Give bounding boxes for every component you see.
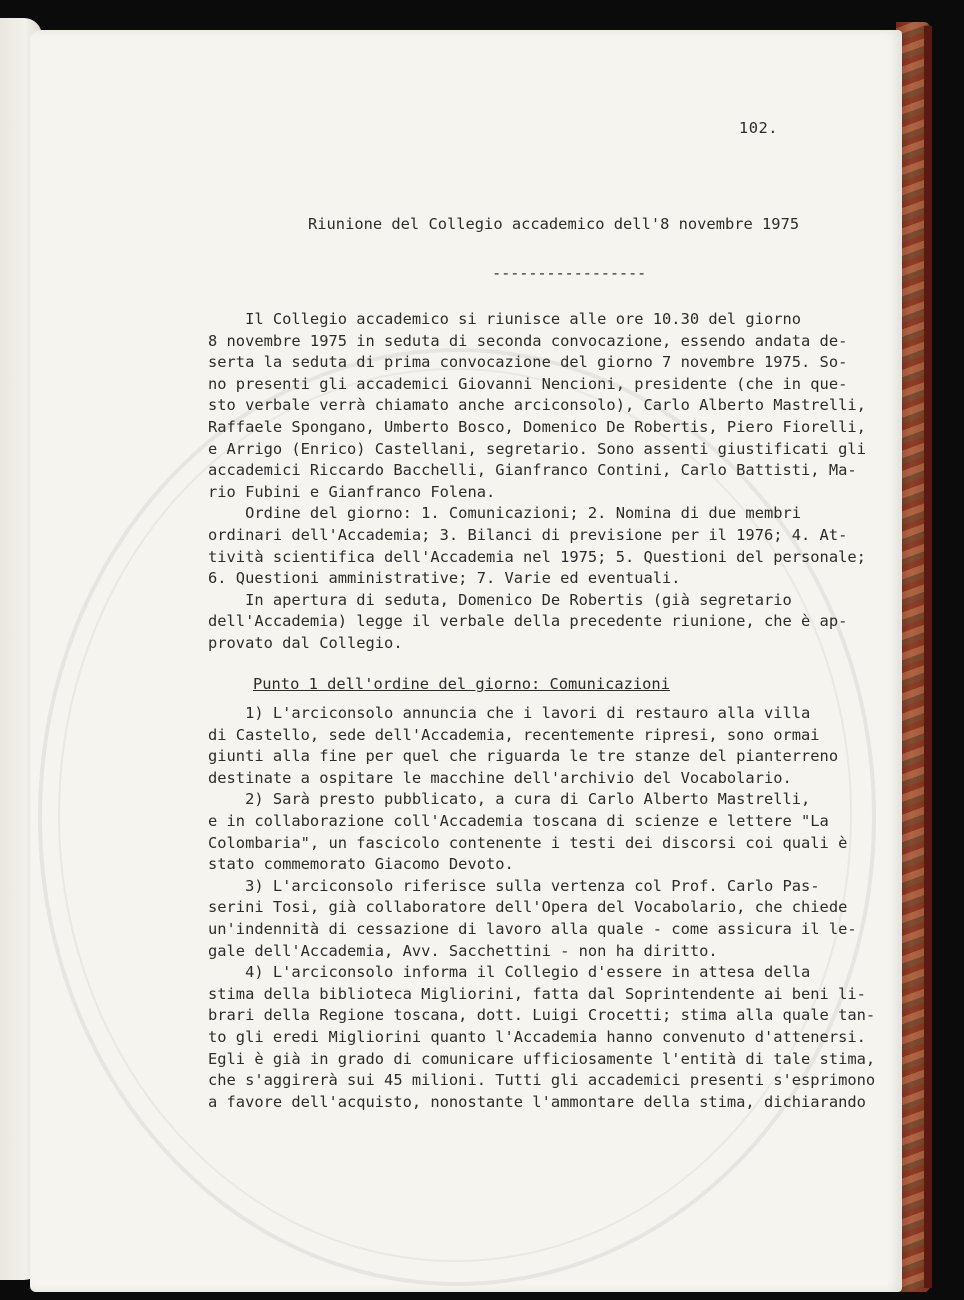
- text-line: e in collaborazione coll'Accademia toscana di scienze e lettere "La: [208, 811, 829, 830]
- text-line: Raffaele Spongano, Umberto Bosco, Domenico De Robertis, Piero Fiorelli,: [208, 417, 866, 436]
- text-line: In apertura di seduta, Domenico De Robertis (già segretario: [208, 590, 792, 609]
- text-line: serini Tosi, già collaboratore dell'Opera del Vocabolario, che chiede: [208, 898, 848, 917]
- text-line: sto verbale verrà chiamato anche arciconsolo), Carlo Alberto Mastrelli,: [208, 396, 866, 415]
- cover-spine: [924, 26, 932, 1288]
- text-line: dell'Accademia) legge il verbale della precedente riunione, che è ap-: [208, 612, 848, 631]
- text-line: to gli eredi Migliorini quanto l'Accademia hanno convenuto d'attenersi.: [208, 1027, 866, 1046]
- page-content: [30, 30, 902, 1292]
- text-line: provato dal Collegio.: [208, 633, 403, 652]
- intro-paragraphs: [208, 309, 866, 655]
- text-line: 4) L'arciconsolo informa il Collegio d'essere in attesa della: [208, 963, 811, 982]
- text-line: 6. Questioni amministrative; 7. Varie ed eventuali.: [208, 569, 681, 588]
- text-line: 1) L'arciconsolo annuncia che i lavori di restauro alla villa: [208, 704, 811, 722]
- text-line: di Castello, sede dell'Accademia, recentemente ripresi, sono ormai: [208, 725, 820, 744]
- text-line: Il Collegio accademico si riunisce alle ore 10.30 del giorno: [208, 310, 802, 328]
- text-line: Ordine del giorno: 1. Comunicazioni; 2. Nomina di due membri: [208, 504, 802, 523]
- text-line: un'indennità di cessazione di lavoro alla quale - come assicura il le-: [208, 919, 857, 938]
- text-line: no presenti gli accademici Giovanni Nencioni, presidente (che in que-: [208, 374, 848, 393]
- document-page: [30, 30, 902, 1292]
- text-line: stima della biblioteca Migliorini, fatta dal Soprintendente ai beni li-: [208, 984, 866, 1003]
- text-line: destinate a ospitare le macchine dell'archivio del Vocabolario.: [208, 768, 792, 787]
- text-line: a favore dell'acquisto, nonostante l'ammontare della stima, dichiarando: [208, 1092, 866, 1111]
- text-line: ordinari dell'Accademia; 3. Bilanci di previsione per il 1976; 4. At-: [208, 525, 848, 544]
- meeting-heading: Riunione del Collegio accademico dell'8 novembre 1975: [308, 215, 800, 233]
- text-line: Colombaria", un fascicolo contenente i testi dei discorsi coi quali è: [208, 833, 848, 852]
- communications-paragraphs: [208, 703, 876, 1113]
- text-line: 8 novembre 1975 in seduta di seconda convocazione, essendo andata de-: [208, 331, 848, 350]
- text-line: serta la seduta di prima convocazione del giorno 7 novembre 1975. So-: [208, 353, 848, 372]
- text-line: Egli è già in grado di comunicare ufficiosamente l'entità di tale stima,: [208, 1049, 876, 1068]
- text-line: brari della Regione toscana, dott. Luigi Crocetti; stima alla quale tan-: [208, 1006, 876, 1025]
- text-line: e Arrigo (Enrico) Castellani, segretario. Sono assenti giustificati gli: [208, 439, 866, 458]
- heading-separator: -----------------: [492, 264, 647, 282]
- text-line: 3) L'arciconsolo riferisce sulla vertenza col Prof. Carlo Pas-: [208, 876, 820, 895]
- text-line: che s'aggirerà sui 45 milioni. Tutti gli accademici presenti s'esprimono: [208, 1071, 876, 1090]
- text-line: rio Fubini e Gianfranco Folena.: [208, 482, 496, 501]
- text-line: giunti alla fine per quel che riguarda le tre stanze del pianterreno: [208, 747, 839, 766]
- text-line: stato commemorato Giacomo Devoto.: [208, 855, 514, 874]
- text-line: gale dell'Accademia, Avv. Sacchettini - non ha diritto.: [208, 941, 718, 960]
- text-line: accademici Riccardo Bacchelli, Gianfranco Contini, Carlo Battisti, Ma-: [208, 461, 857, 480]
- page-number: 102.: [738, 119, 778, 137]
- text-line: 2) Sarà presto pubblicato, a cura di Carlo Alberto Mastrelli,: [208, 790, 811, 809]
- text-line: tività scientifica dell'Accademia nel 1975; 5. Questioni del personale;: [208, 547, 866, 566]
- section-title: Punto 1 dell'ordine del giorno: Comunicazioni: [253, 675, 670, 693]
